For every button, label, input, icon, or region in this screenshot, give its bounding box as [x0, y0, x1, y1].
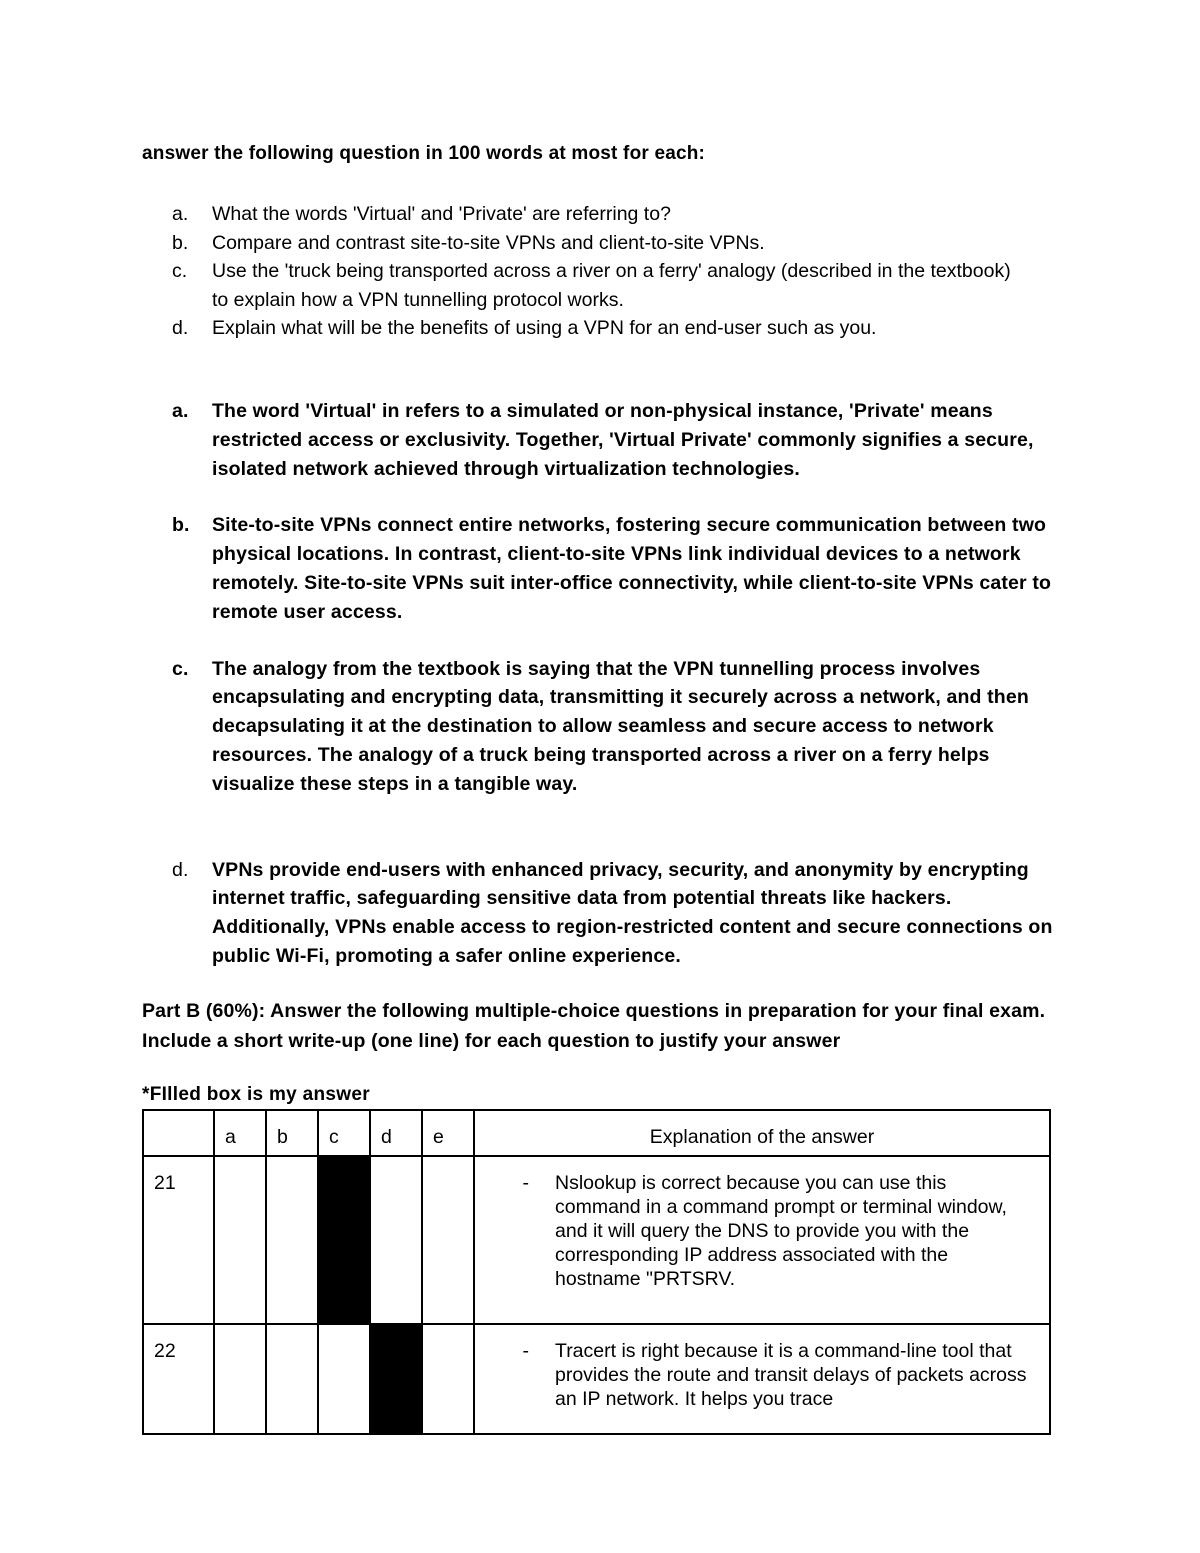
answer-table [142, 1109, 1051, 1435]
question-item-c [172, 257, 1032, 314]
option-cell-e [422, 1324, 474, 1434]
header-cell-d: d [370, 1110, 422, 1156]
question-marker: b. [172, 231, 189, 254]
bullet-dash: - [522, 1340, 529, 1362]
header-cell-e: e [422, 1110, 474, 1156]
explanation-cell [474, 1156, 1050, 1324]
question-text: What the words 'Virtual' and 'Private' are referring to? [212, 203, 671, 225]
question-number-cell: 22 [143, 1324, 214, 1434]
answer-item-a [172, 397, 1072, 483]
explanation-cell [474, 1324, 1050, 1434]
bullet-dash: - [522, 1172, 529, 1194]
explanation-text: Tracert is right because it is a command-line tool that provides the route and transit delays of packets across an IP network. It helps you trace [555, 1340, 1027, 1410]
answer-marker: d. [172, 858, 189, 881]
header-cell-b: b [266, 1110, 318, 1156]
answer-text: The analogy from the textbook is saying that the VPN tunnelling process involves encapsulating and encrypting data, transmitting it securely across a network, and then decapsulating it at the destination to allow seamless and secure access to network resources. The analogy of a truck being transported across a river on a ferry helps visualize these steps in a tangible way. [212, 657, 1029, 795]
question-number-cell: 21 [143, 1156, 214, 1324]
header-cell-number [143, 1110, 214, 1156]
question-text: Use the 'truck being transported across a river on a ferry' analogy (described in the textbook) to explain how a VPN tunnelling protocol works. [212, 260, 1011, 311]
option-cell-e [422, 1156, 474, 1324]
answer-item-b [172, 511, 1072, 626]
question-text: Explain what will be the benefits of using a VPN for an end-user such as you. [212, 317, 877, 339]
answer-marker: a. [172, 400, 189, 422]
option-cell-b [266, 1324, 318, 1434]
option-cell-a [214, 1156, 266, 1324]
answer-item-c [172, 655, 1072, 799]
option-cell-b [266, 1156, 318, 1324]
part-b-heading: Part B (60%): Answer the following multiple-choice questions in preparation for your final exam. Include a short write-up (one line) for each question to justify your answer [142, 1000, 1046, 1052]
question-marker: c. [172, 260, 188, 282]
option-cell-c [318, 1324, 370, 1434]
answer-text: The word 'Virtual' in refers to a simulated or non-physical instance, 'Private' means restricted access or exclusivity. Together, 'Virtual Private' commonly signifies a secure, isolated network achieved through virtualization technologies. [212, 400, 1034, 480]
header-cell-explanation: Explanation of the answer [474, 1110, 1050, 1156]
table-header-row [143, 1110, 1050, 1156]
question-list [172, 200, 1032, 343]
explanation-text: Nslookup is correct because you can use this command in a command prompt or terminal window, and it will query the DNS to provide you with the corresponding IP address associated with the hostname "PRTSRV. [555, 1172, 1007, 1290]
option-cell-c-filled [318, 1156, 370, 1324]
option-cell-d [370, 1156, 422, 1324]
answer-text: VPNs provide end-users with enhanced privacy, security, and anonymity by encrypting internet traffic, safeguarding sensitive data from potential threats like hackers. Additionally, VPNs enable access to region-restricted content and secure connections on public Wi-Fi, promoting a safer online experience. [212, 858, 1053, 967]
header-cell-c: c [318, 1110, 370, 1156]
table-row [143, 1324, 1050, 1434]
question-item-a [172, 200, 1032, 229]
answer-list [172, 397, 1072, 971]
option-cell-a [214, 1324, 266, 1434]
question-text: Compare and contrast site-to-site VPNs and client-to-site VPNs. [212, 231, 765, 254]
question-marker: a. [172, 203, 189, 225]
question-item-d [172, 314, 1032, 343]
option-cell-d-filled [370, 1324, 422, 1434]
intro-heading: answer the following question in 100 words at most for each: [142, 143, 706, 164]
question-marker: d. [172, 317, 189, 339]
filled-box-note: *FIlled box is my answer [142, 1084, 370, 1105]
answer-marker: c. [172, 657, 189, 680]
header-cell-a: a [214, 1110, 266, 1156]
table-row [143, 1156, 1050, 1324]
answer-marker: b. [172, 514, 190, 537]
answer-text: Site-to-site VPNs connect entire networks, fostering secure communication between two physical locations. In contrast, client-to-site VPNs link individual devices to a network remotely. Site-to-site VPNs suit inter-office connectivity, while client-to-site VPNs cater to remote user access. [212, 514, 1052, 623]
question-item-b [172, 229, 1032, 258]
answer-item-d [172, 856, 1072, 971]
